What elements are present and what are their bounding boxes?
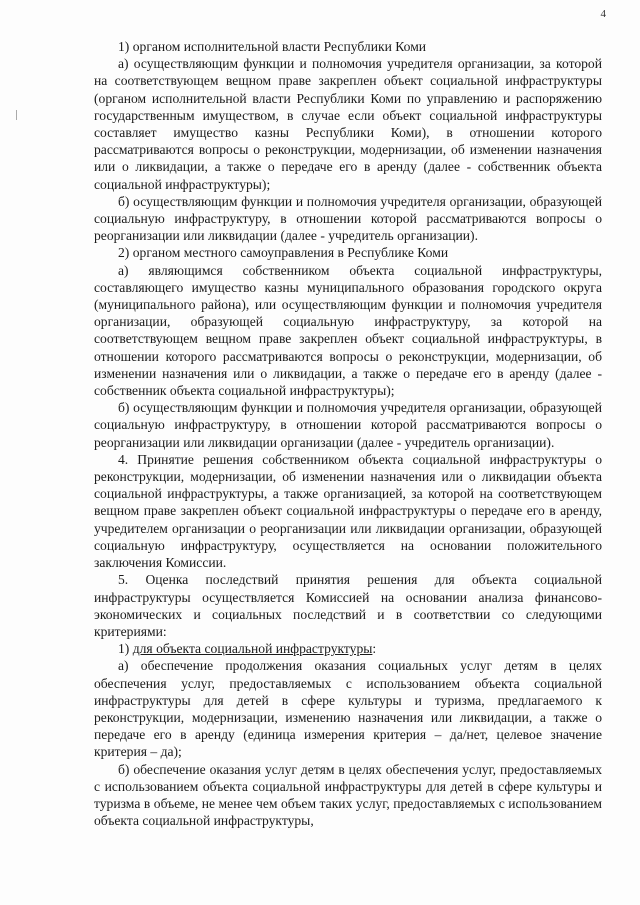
document-body: [94, 38, 602, 829]
scan-edge-mark: [16, 110, 17, 120]
criteria-suffix: :: [372, 641, 377, 657]
page-number: 4: [600, 8, 606, 20]
paragraph-section-4: 4. Принятие решения собственником объекта социальной инфраструктуры о реконструкции, модернизации, об изменении назначения или о ликвидации объекта социальной инфраструктуры, а также организацией, за которой на соответствующем вещном праве закреплен объект социальной инфраструктуры о передаче его в аренду, учредителем организации о реорганизации или ликвидации организации, образующей социальную инфраструктуру, осуществляется на основании положительного заключения Комиссии.: [94, 451, 602, 571]
criteria-underlined-heading: для объекта социальной инфраструктуры: [132, 641, 373, 657]
paragraph-item-2a: а) являющимся собственником объекта социальной инфраструктуры, составляющего имущество казны муниципального образования городского округа (муниципального района), или осуществляющим функции и полномочия учредителя организации, образующей социальную инфраструктуру, за которой на соответствующем вещном праве закреплен объект социальной инфраструктуры, в отношении которого рассматриваются вопросы о реконструкции, модернизации, об изменении назначения или о ликвидации, а также о передаче его в аренду (далее - собственник объекта социальной инфраструктуры);: [94, 262, 602, 399]
paragraph-item-2: 2) органом местного самоуправления в Республике Коми: [118, 245, 449, 261]
paragraph-item-1b: б) осуществляющим функции и полномочия учредителя организации, образующей социальную инфраструктуру, в отношении которой рассматриваются вопросы о реорганизации или ликвидации (далее - учредитель организации).: [94, 193, 602, 244]
paragraph-criterion-b: б) обеспечение оказания услуг детям в целях обеспечения услуг, предоставляемых с использованием объекта социальной инфраструктуры для детей в сфере культуры и туризма в объеме, не менее чем объем таких услуг, предоставляемых с использованием объекта социальной инфраструктуры,: [94, 761, 602, 829]
paragraph-criterion-a: а) обеспечение продолжения оказания социальных услуг детям в целях обеспечения услуг, предоставляемых с использованием объекта социальной инфраструктуры для детей в сфере культуры и туризма, предлагаемого к реконструкции, модернизации, изменению назначения или ликвидации, а также о передаче его в аренду (единица измерения критерия – да/нет, целевое значение критерия – да);: [94, 658, 602, 760]
paragraph-item-1a: а) осуществляющим функции и полномочия учредителя организации, за которой на соответствующем вещном праве закреплен объект социальной инфраструктуры (органом исполнительной власти Республики Коми по управлению и распоряжению государственным имуществом, в случае если объект социальной инфраструктуры составляет имущество казны Республики Коми), в отношении которого рассматриваются вопросы о реконструкции, модернизации, об изменении назначения или о ликвидации, а также о передаче его в аренду (далее - собственник объекта социальной инфраструктуры);: [94, 56, 602, 192]
criteria-prefix: 1): [118, 641, 133, 657]
paragraph-criteria-heading: [94, 640, 602, 657]
paragraph-item-2b: б) осуществляющим функции и полномочия учредителя организации, образующей социальную инфраструктуру, в отношении которой рассматриваются вопросы о реорганизации или ликвидации организации (далее - учредитель организации).: [94, 400, 602, 450]
paragraph-section-5: 5. Оценка последствий принятия решения для объекта социальной инфраструктуры осуществляется Комиссией на основании анализа финансово-экономических и социальных последствий и в соответствии со следующими критериями:: [94, 572, 602, 639]
paragraph-item-1: 1) органом исполнительной власти Республики Коми: [118, 39, 427, 54]
